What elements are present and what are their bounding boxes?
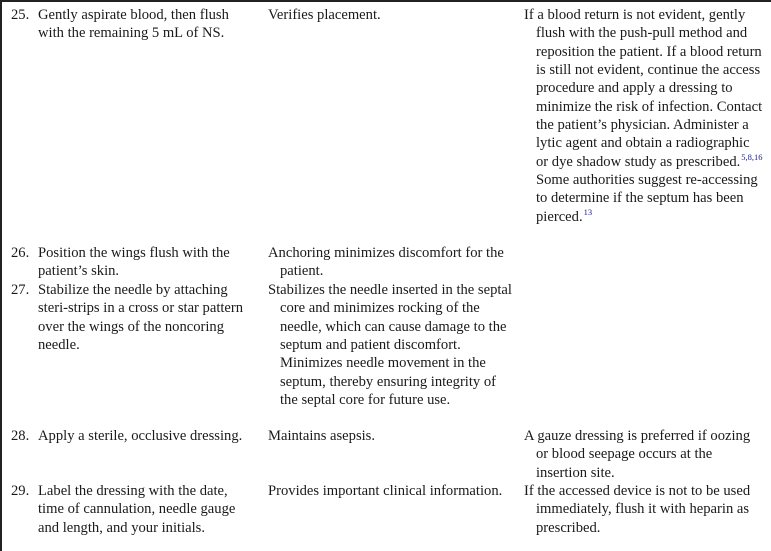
- step-action: Apply a sterile, occlusive dressing.: [38, 428, 243, 444]
- rationale-text: Verifies placement.: [268, 7, 381, 23]
- step-number: 26.: [11, 245, 30, 261]
- step-number: 29.: [11, 483, 30, 499]
- reference-link[interactable]: 13: [583, 206, 593, 217]
- step-cell: [11, 482, 251, 537]
- rationale-text: Maintains asepsis.: [268, 428, 376, 444]
- rationale-cell: [268, 482, 513, 500]
- step-cell: [11, 427, 251, 445]
- comment-text-part2: Some authorities suggest re-accessing to determine if the septum has been pierced.: [536, 172, 758, 225]
- comment-text: If the accessed device is not to be used immediately, flush it with heparin as prescribed.: [524, 483, 751, 536]
- step-action: Label the dressing with the date, time of cannulation, needle gauge and length, and your initials.: [38, 483, 236, 536]
- rationale-cell: [268, 6, 513, 24]
- comment-cell: [524, 482, 764, 537]
- step-action: Gently aspirate blood, then flush with the remaining 5 mL of NS.: [38, 7, 229, 42]
- step-action: Stabilize the needle by attaching steri-strips in a cross or star pattern over the wings of the noncoring needle.: [38, 282, 244, 354]
- comment-text: A gauze dressing is preferred if oozing or blood seepage occurs at the insertion site.: [524, 428, 751, 481]
- step-cell: [11, 6, 251, 43]
- step-action: Position the wings flush with the patient’s skin.: [38, 245, 230, 280]
- comment-text: [524, 6, 764, 226]
- step-cell: [11, 281, 251, 354]
- comment-cell: [524, 427, 764, 482]
- step-cell: [11, 244, 251, 281]
- rationale-text: Anchoring minimizes discomfort for the patient.: [268, 245, 504, 280]
- reference-link[interactable]: 5,8,16: [741, 151, 763, 162]
- rationale-text: Stabilizes the needle inserted in the septal core and minimizes rocking of the needle, which can cause damage to the septum and patient discomfort. Minimizes needle movement in the septum, thereby ensuring integrity of the septal core for future use.: [268, 282, 512, 409]
- step-number: 28.: [11, 428, 30, 444]
- comment-cell: [524, 6, 764, 226]
- rationale-text: Provides important clinical information.: [268, 483, 503, 499]
- step-number: 27.: [11, 282, 30, 298]
- comment-text-part1: If a blood return is not evident, gently flush with the push-pull method and reposition the patient. If a blood return is still not evident, continue the access procedure and apply a dressing to minimize the risk of infection. Contact the patient’s physician. Administer a lytic agent and obtain a radiographic or dye shadow study as prescribed.: [524, 7, 763, 170]
- rationale-cell: [268, 427, 513, 445]
- step-number: 25.: [11, 7, 30, 23]
- rationale-cell: [268, 244, 513, 281]
- rationale-cell: [268, 281, 513, 409]
